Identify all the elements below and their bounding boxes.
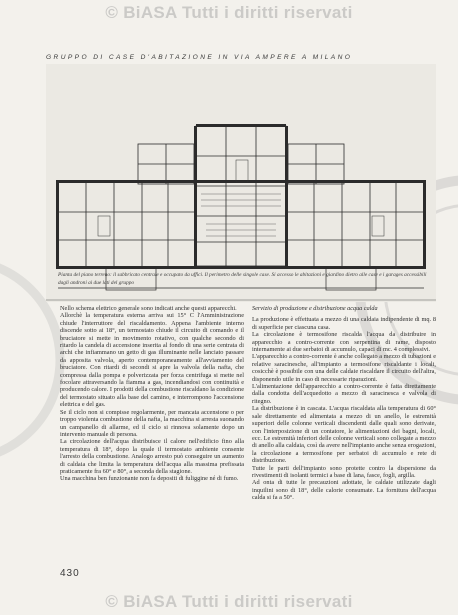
paragraph: Una macchina ben funzionante non fa depositi di fuliggine né di fumo. <box>60 475 239 483</box>
paragraph: La circolazione è termosifone riscalda l'acqua da distribuire in apparecchio a contro-corrente con serpentina di rame, disposto internamente ai due serbatoi di accumulo, capaci di mc. 4 complessivi. <box>252 331 436 354</box>
paragraph: L'apparecchio a contro-corrente è anche collegato a mezzo di tubazioni e relative saracinesche, all'impianto a termosifone riscaldante i locali, cosicchè è possibile con una delle caldaie riscaldare il circuito dell'altra, disponendo utile in caso di necessarie riparazioni. <box>252 353 436 383</box>
page-number: 430 <box>60 568 80 579</box>
text-column-left <box>60 305 244 483</box>
page-heading: GRUPPO DI CASE D'ABITAZIONE IN VIA AMPERE A MILANO <box>46 54 353 61</box>
paragraph: Tutte le parti dell'impianto sono protette contro la dispersione da rivestimenti di isolanti termici a base di lana, fasce, fogli, argilla. <box>252 464 436 479</box>
paragraph: Nello schema elettrico generale sono indicati anche questi apparecchi. <box>60 305 237 312</box>
paragraph: Se il ciclo non si compisse regolarmente, per mancata accensione o per troppo violenta combustione della nafta, la macchina si arresta suonando un campanello di allarme, ed il ciclo si rinnova solamente dopo un intervento manuale di persona. <box>60 408 244 438</box>
plan-caption: Pianta del piano terreno: il sabbricato centrale e occupato da uffici. Il perimetro delle singole case. Si accesso le abitazioni e giardino dietro alle case e i garages accessibili dagli androni ai due lati del gruppo <box>58 272 427 286</box>
floor-plan-drawing <box>46 64 436 302</box>
watermark-top: © BiASA Tutti i diritti riservati <box>105 3 353 22</box>
floor-plan <box>46 64 436 302</box>
paragraph: La produzione è effettuata a mezzo di una caldaia indipendente di mq. 8 di superficie per ciascuna casa. <box>252 316 436 331</box>
paragraph: Ad onta di tutte le precauzioni adottate, le caldaie utilizzate dagli inquilini sono di 18°, delle calorie consumate. La fornitura dell'acqua calda si fa a 50°. <box>252 479 436 502</box>
text-column-right <box>252 305 436 502</box>
paragraph: La distribuzione è in cascata. L'acqua riscaldata alla temperatura di 60° sale direttamente ed alimentata a mezzo di un anello, le estremità superiori delle colonne verticali discendenti dalle quali sono derivate, con l'interposizione di un contatore, le alimentazioni dei bagni, locali, ecc. Le estremità inferiori delle colonne verticali sono collegate a mezzo di anello alla caldaia, così da avere nell'impianto anche senza erogazioni, la circolazione a termosifone per serbatoi di accumulo e rete di distribuzione. <box>252 405 437 465</box>
paragraph: Allorchè la temperatura esterna arriva sui 15° C l'Amministrazione chiude l'interruttore del riscaldamento. Appena l'ambiente interno discende sotto ai 18°, un termostato chiude il circuito di comando e il bruciatore si mette in movimento rotativo, con qualche secondo di ritardo la candela di accensione inserita al fondo di una serie centrata di archi che infiammano un getto di gas illuminante nelle lanciato passare da apposita valvola, aperto contemporaneamente all'avviamento del bruciatore. Con ritardi di secondi si apre la valvola della nafta, che compressa dalla pompa e polverizzata per forza centrifuga si mette nel focolare attraversando la fiamma a gas, incendiandosi con continuità e producendo calore. I prodotti della combustione riscaldano la condizione del termostato situato alla base del camino, e interrompono l'accensione elettrica e del gas. <box>60 312 244 409</box>
paragraph: La circolazione dell'acqua distribuisce il calore nell'edificio fino alla temperatura di 18°, dopo la quale il termostato ambiente consente l'arresto della combustione. Analogo arresto può conseguire un aumento di caldaia che limita la temperatura dell'acqua alla massima prefissata praticamente fra 60° e 80°, a seconda della stagione. <box>60 438 244 475</box>
section-subheading: Servizio di produzione e distribuzione acqua calda <box>252 305 378 312</box>
paragraph: L'alimentazione dell'apparecchio a contro-corrente è fatta direttamente dalla condotta dell'acquedotto a mezzo di saracinesca e valvola di ritegno. <box>252 383 436 405</box>
watermark-bottom: © BiASA Tutti i diritti riservati <box>105 592 353 611</box>
